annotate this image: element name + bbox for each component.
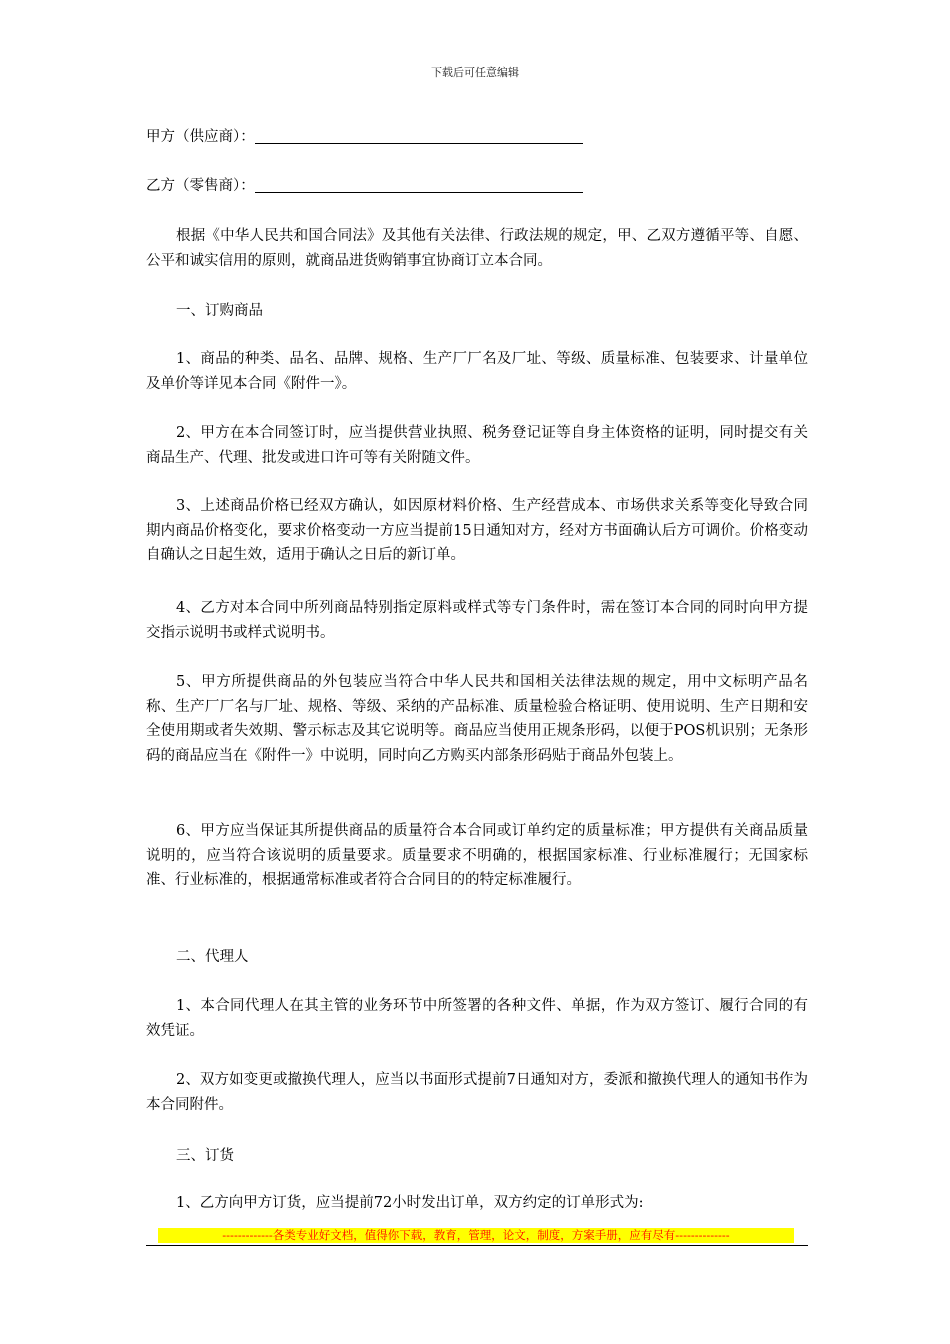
section-1-item-2: 2、甲方在本合同签订时，应当提供营业执照、税务登记证等自身主体资格的证明，同时提交有关商品生产、代理、批发或进口许可等有关附随文件。	[146, 425, 808, 466]
party-b-line	[146, 176, 583, 196]
party-a-label: 甲方（供应商）：	[146, 129, 255, 145]
party-a-blank-field[interactable]	[255, 127, 583, 144]
section-1-item-5: 5、甲方所提供商品的外包装应当符合中华人民共和国相关法律法规的规定，用中文标明产品名称、生产厂厂名与厂址、规格、等级、采纳的产品标准、质量检验合格证明、使用说明、生产日期和安全使用期或者失效期、警示标志及其它说明等。商品应当使用正规条形码，以便于POS机识别；无条形码的商品应当在《附件一》中说明，同时向乙方购买内部条形码贴于商品外包装上。	[146, 674, 808, 764]
party-a-line	[146, 127, 583, 147]
section-1-item-4: 4、乙方对本合同中所列商品特别指定原料或样式等专门条件时，需在签订本合同的同时向甲方提交指示说明书或样式说明书。	[146, 600, 808, 641]
section-2-item-2: 2、双方如变更或撤换代理人，应当以书面形式提前7日通知对方，委派和撤换代理人的通知书作为本合同附件。	[146, 1072, 808, 1113]
party-b-blank-field[interactable]	[255, 176, 583, 193]
section-1-heading: 一、订购商品	[176, 303, 263, 319]
footer-promo-banner: -------------各类专业好文档，值得你下载，教育，管理，论文，制度，方案手册，应有尽有--------------	[158, 1228, 794, 1243]
section-1-item-3: 3、上述商品价格已经双方确认，如因原材料价格、生产经营成本、市场供求关系等变化导致合同期内商品价格变化，要求价格变动一方应当提前15日通知对方，经对方书面确认后方可调价。价格变动自确认之日起生效，适用于确认之日后的新订单。	[146, 498, 808, 563]
section-3-item-1: 1、乙方向甲方订货，应当提前72小时发出订单，双方约定的订单形式为:	[176, 1195, 644, 1211]
section-2-heading: 二、代理人	[176, 949, 249, 965]
intro-paragraph: 根据《中华人民共和国合同法》及其他有关法律、行政法规的规定，甲、乙双方遵循平等、自愿、公平和诚实信用的原则，就商品进货购销事宜协商订立本合同。	[146, 228, 808, 269]
section-1-item-1: 1、商品的种类、品名、品牌、规格、生产厂厂名及厂址、等级、质量标准、包装要求、计量单位及单价等详见本合同《附件一》。	[146, 351, 808, 392]
page-header: 下载后可任意编辑	[431, 66, 519, 79]
section-1-item-6: 6、甲方应当保证其所提供商品的质量符合本合同或订单约定的质量标准；甲方提供有关商品质量说明的，应当符合该说明的质量要求。质量要求不明确的，根据国家标准、行业标准履行；无国家标准、行业标准的，根据通常标准或者符合合同目的的特定标准履行。	[146, 823, 808, 888]
party-b-label: 乙方（零售商）：	[146, 178, 255, 194]
section-3-heading: 三、订货	[176, 1148, 234, 1164]
footer-divider	[146, 1245, 808, 1246]
section-2-item-1: 1、本合同代理人在其主管的业务环节中所签署的各种文件、单据，作为双方签订、履行合同的有效凭证。	[146, 998, 808, 1039]
